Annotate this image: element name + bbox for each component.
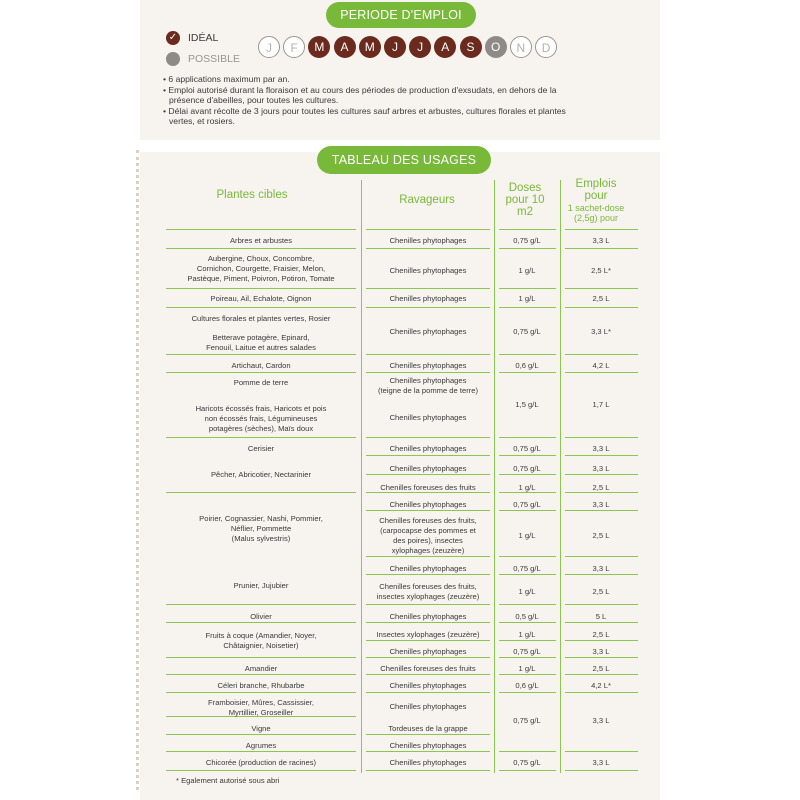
row-rule (499, 640, 556, 641)
cell-emploi: 3,3 L* (591, 327, 611, 336)
cell-emploi: 3,3 L (592, 716, 610, 725)
row-rule (565, 372, 638, 373)
row-rule (166, 437, 356, 438)
month-7: J (409, 36, 431, 58)
cell-dose: 0,75 g/L (513, 444, 541, 453)
cell-emploi: 5 L (595, 612, 607, 621)
cell-ravageur: Chenilles phytophages (389, 741, 467, 750)
cell-emploi: 2,5 L (592, 630, 610, 639)
usages-title: TABLEAU DES USAGES (317, 146, 491, 174)
row-rule (499, 372, 556, 373)
cell-ravageur: Chenilles phytophages (teigne de la pomme de terre) (377, 376, 479, 395)
cell-ravageur: Chenilles foreuses des fruits (380, 664, 476, 673)
cell-emploi: 2,5 L (592, 531, 610, 540)
cell-emploi: 3,3 L (592, 564, 610, 573)
row-rule (366, 556, 490, 557)
cell-dose: 0,75 g/L (513, 564, 541, 573)
row-rule (499, 574, 556, 575)
cell-plante: Prunier, Jujubier (233, 581, 289, 590)
row-rule (499, 510, 556, 511)
month-9: S (460, 36, 482, 58)
month-6: J (384, 36, 406, 58)
row-rule (565, 657, 638, 658)
month-5: M (359, 36, 381, 58)
cell-ravageur: Chenilles phytophages (389, 647, 467, 656)
row-rule (565, 640, 638, 641)
row-rule (565, 288, 638, 289)
cell-plante: Betterave potagère, Epinard, Fenouil, Laitue et autres salades (206, 333, 316, 352)
row-rule (366, 674, 490, 675)
month-8: A (434, 36, 456, 58)
torn-edge (136, 150, 147, 790)
cell-plante: Poireau, Ail, Echalote, Oignon (210, 294, 312, 303)
cell-plante: Cultures florales et plantes vertes, Rosier (191, 314, 331, 323)
periode-title: PERIODE D'EMPLOI (326, 2, 476, 28)
row-rule (565, 674, 638, 675)
legend-ideal-label: IDÉAL (188, 31, 219, 44)
row-rule (366, 622, 490, 623)
note-item: • Délai avant récolte de 3 jours pour toutes les cultures sauf arbres et arbustes, cultures florales et plantes vertes, et rosiers. (163, 105, 566, 126)
legend-ideal (166, 31, 218, 45)
possible-dot-icon (166, 52, 180, 66)
cell-dose: 0,6 g/L (515, 361, 539, 370)
note-item: • 6 applications maximum par an. (163, 74, 290, 84)
cell-emploi: 3,3 L (592, 758, 610, 767)
cell-emploi: 3,3 L (592, 500, 610, 509)
cell-dose: 0,75 g/L (513, 758, 541, 767)
row-rule (166, 674, 356, 675)
cell-plante: Cerisier (247, 444, 275, 453)
row-rule (565, 307, 638, 308)
row-rule (565, 248, 638, 249)
cell-ravageur: Tordeuses de la grappe (388, 724, 468, 733)
cell-emploi: 4,2 L (592, 361, 610, 370)
row-rule (565, 692, 638, 693)
row-rule (366, 510, 490, 511)
cell-dose: 0,5 g/L (515, 612, 539, 621)
row-rule (166, 751, 356, 752)
cell-dose: 0,75 g/L (513, 236, 541, 245)
row-rule (166, 622, 356, 623)
row-rule (499, 770, 556, 771)
cell-ravageur: Chenilles phytophages (389, 361, 467, 370)
cell-dose: 1 g/L (518, 630, 536, 639)
row-rule (565, 770, 638, 771)
cell-ravageur: Chenilles phytophages (389, 327, 467, 336)
cell-plante: Arbres et arbustes (229, 236, 293, 245)
row-rule (166, 229, 356, 230)
row-rule (565, 437, 638, 438)
cell-plante: Aubergine, Choux, Concombre, Cornichon, Courgette, Fraisier, Melon, Pastèque, Piment, Poivron, Potiron, Tomate (187, 254, 335, 283)
cell-ravageur: Chenilles phytophages (389, 294, 467, 303)
cell-emploi: 3,3 L (592, 464, 610, 473)
row-rule (565, 751, 638, 752)
cell-emploi: 3,3 L (592, 647, 610, 656)
row-rule (166, 307, 356, 308)
row-rule (499, 455, 556, 456)
column-divider (560, 180, 561, 773)
row-rule (499, 674, 556, 675)
footnote: * Egalement autorisé sous abri (176, 776, 280, 785)
row-rule (366, 437, 490, 438)
cell-dose: 0,75 g/L (513, 716, 541, 725)
month-12: D (535, 36, 557, 58)
cell-dose: 1 g/L (518, 294, 536, 303)
row-rule (499, 657, 556, 658)
cell-emploi: 4,2 L* (591, 681, 611, 690)
row-rule (499, 556, 556, 557)
note-item: • Emploi autorisé durant la floraison et au cours des périodes de production d'exsudats, en dehors de la présence d'abeilles, pour toutes les cultures. (163, 84, 557, 105)
row-rule (565, 556, 638, 557)
row-rule (366, 734, 490, 735)
cell-dose: 1 g/L (518, 664, 536, 673)
row-rule (366, 657, 490, 658)
row-rule (366, 288, 490, 289)
row-rule (499, 354, 556, 355)
cell-ravageur: Chenilles foreuses des fruits (380, 483, 476, 492)
row-rule (166, 657, 356, 658)
row-rule (565, 604, 638, 605)
row-rule (366, 574, 490, 575)
month-3: M (308, 36, 330, 58)
month-4: A (334, 36, 356, 58)
month-1: J (258, 36, 280, 58)
cell-plante: Pêcher, Abricotier, Nectarinier (210, 470, 312, 479)
row-rule (366, 307, 490, 308)
row-rule (166, 604, 356, 605)
cell-emploi: 1,7 L (592, 400, 610, 409)
row-rule (166, 248, 356, 249)
row-rule (166, 692, 356, 693)
cell-ravageur: Chenilles phytophages (389, 444, 467, 453)
cell-dose: 0,75 g/L (513, 327, 541, 336)
cell-ravageur: Chenilles foreuses des fruits, (carpocapse des pommes et des poires), insectes xylophages (zeuzère) (379, 516, 477, 555)
row-rule (499, 437, 556, 438)
month-calendar (258, 36, 560, 58)
cell-ravageur: Chenilles phytophages (389, 413, 467, 422)
cell-plante: Agrumes (245, 741, 277, 750)
column-divider (361, 180, 362, 773)
cell-dose: 1,5 g/L (515, 400, 539, 409)
cell-plante: Haricots écossés frais, Haricots et pois non écossés frais, Légumineuses potagères (sèches), Maïs doux (195, 404, 327, 433)
cell-dose: 0,75 g/L (513, 500, 541, 509)
cell-emploi: 2,5 L (592, 664, 610, 673)
row-rule (499, 229, 556, 230)
row-rule (166, 372, 356, 373)
row-rule (499, 307, 556, 308)
cell-dose: 1 g/L (518, 587, 536, 596)
cell-ravageur: Chenilles phytophages (389, 681, 467, 690)
cell-ravageur: Chenilles phytophages (389, 500, 467, 509)
month-2: F (283, 36, 305, 58)
cell-plante: Vigne (251, 724, 271, 733)
cell-emploi: 2,5 L* (591, 266, 611, 275)
row-rule (166, 734, 356, 735)
cell-dose: 1 g/L (518, 483, 536, 492)
cell-dose: 1 g/L (518, 531, 536, 540)
header-emplois: Emplois pour (575, 178, 617, 202)
month-11: N (510, 36, 532, 58)
row-rule (499, 248, 556, 249)
month-10: O (485, 36, 507, 58)
row-rule (366, 474, 490, 475)
cell-plante: Fruits à coque (Amandier, Noyer, Châtaignier, Noisetier) (205, 631, 317, 650)
cell-plante: Pomme de terre (233, 378, 289, 387)
cell-plante: Céleri branche, Rhubarbe (217, 681, 305, 690)
row-rule (366, 354, 490, 355)
header-emplois-sub: 1 sachet-dose (2,5g) pour (567, 203, 625, 223)
row-rule (499, 622, 556, 623)
row-rule (499, 288, 556, 289)
legend-possible (166, 52, 240, 66)
cell-plante: Amandier (244, 664, 278, 673)
cell-ravageur: Chenilles foreuses des fruits, insectes xylophages (zeuzère) (376, 582, 480, 601)
cell-ravageur: Insectes xylophages (zeuzère) (376, 630, 480, 639)
row-rule (366, 248, 490, 249)
cell-ravageur: Chenilles phytophages (389, 236, 467, 245)
cell-dose: 0,6 g/L (515, 681, 539, 690)
column-divider (494, 180, 495, 773)
cell-plante: Chicorée (production de racines) (205, 758, 317, 767)
cell-ravageur: Chenilles phytophages (389, 612, 467, 621)
header-ravageurs: Ravageurs (399, 194, 455, 206)
cell-plante: Olivier (250, 612, 272, 621)
cell-plante: Framboisier, Mûres, Cassissier, Myrtillier, Groseiller (208, 698, 314, 717)
row-rule (499, 751, 556, 752)
cell-dose: 1 g/L (518, 266, 536, 275)
row-rule (166, 288, 356, 289)
cell-ravageur: Chenilles phytophages (389, 702, 467, 711)
row-rule (565, 229, 638, 230)
cell-ravageur: Chenilles phytophages (389, 464, 467, 473)
cell-emploi: 2,5 L (592, 294, 610, 303)
cell-dose: 0,75 g/L (513, 647, 541, 656)
row-rule (166, 770, 356, 771)
row-rule (366, 229, 490, 230)
cell-emploi: 2,5 L (592, 483, 610, 492)
row-rule (565, 455, 638, 456)
cell-ravageur: Chenilles phytophages (389, 758, 467, 767)
row-rule (565, 510, 638, 511)
header-doses: Doses pour 10 m2 (505, 182, 545, 218)
row-rule (366, 455, 490, 456)
legend-possible-label: POSSIBLE (188, 52, 240, 65)
row-rule (366, 604, 490, 605)
cell-emploi: 2,5 L (592, 587, 610, 596)
row-rule (366, 640, 490, 641)
row-rule (499, 692, 556, 693)
row-rule (499, 604, 556, 605)
row-rule (366, 692, 490, 693)
usage-notes (163, 74, 593, 127)
cell-ravageur: Chenilles phytophages (389, 564, 467, 573)
row-rule (565, 354, 638, 355)
cell-ravageur: Chenilles phytophages (389, 266, 467, 275)
header-plantes: Plantes cibles (216, 189, 288, 201)
row-rule (166, 354, 356, 355)
cell-emploi: 3,3 L (592, 444, 610, 453)
row-rule (366, 751, 490, 752)
row-rule (366, 372, 490, 373)
row-rule (565, 622, 638, 623)
cell-dose: 0,75 g/L (513, 464, 541, 473)
row-rule (565, 574, 638, 575)
check-icon: ✓ (166, 31, 180, 45)
row-rule (565, 474, 638, 475)
cell-plante: Artichaut, Cardon (231, 361, 291, 370)
cell-plante: Poirier, Cognassier, Nashi, Pommier, Néflier, Pommette (Malus sylvestris) (199, 514, 323, 543)
row-rule (499, 474, 556, 475)
row-rule (166, 492, 356, 493)
cell-emploi: 3,3 L (592, 236, 610, 245)
row-rule (366, 770, 490, 771)
